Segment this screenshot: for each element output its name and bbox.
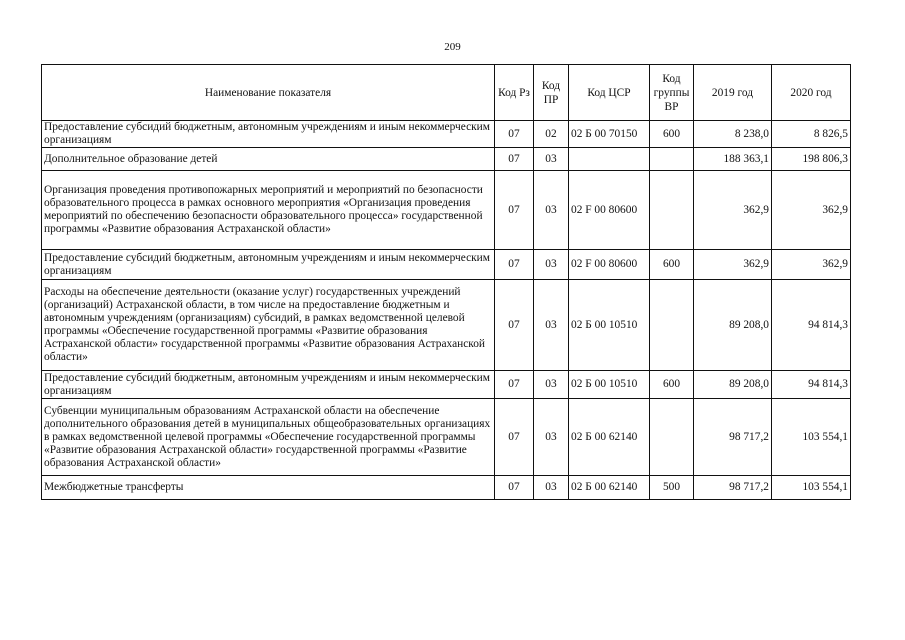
row-pr: 03 <box>534 371 569 399</box>
row-name: Расходы на обеспечение деятельности (оказание услуг) государственных учреждений (организаций) Астраханской области, в том числе на предоставление бюджетным и автономным учреждениям (организациям) субсидий, в рамках ведомственной целевой программы «Обеспечение государственной программы «Развитие образования Астраханской области» государственной программы «Развитие образования Астраханской области» <box>42 280 495 371</box>
row-vr: 600 <box>650 250 694 280</box>
header-rz: Код Рз <box>495 65 534 121</box>
row-csr: 02 F 00 80600 <box>569 171 650 250</box>
row-pr: 03 <box>534 171 569 250</box>
row-rz: 07 <box>495 280 534 371</box>
row-2020: 94 814,3 <box>772 280 851 371</box>
row-2020: 8 826,5 <box>772 121 851 148</box>
row-csr <box>569 148 650 171</box>
table-row <box>42 280 851 371</box>
header-csr: Код ЦСР <box>569 65 650 121</box>
row-vr <box>650 148 694 171</box>
row-2019: 98 717,2 <box>694 476 772 500</box>
row-vr <box>650 280 694 371</box>
header-name: Наименование показателя <box>42 65 495 121</box>
row-2020: 362,9 <box>772 171 851 250</box>
row-rz: 07 <box>495 121 534 148</box>
row-2020: 103 554,1 <box>772 399 851 476</box>
row-pr: 03 <box>534 148 569 171</box>
table-header-row <box>42 65 851 121</box>
row-2019: 362,9 <box>694 250 772 280</box>
row-vr <box>650 399 694 476</box>
table-row <box>42 399 851 476</box>
row-name: Организация проведения противопожарных мероприятий и мероприятий по безопасности образовательного процесса в рамках основного мероприятия «Организация проведения мероприятий по обеспечению безопасности образовательного процесса» государственной программы «Развитие образования Астраханской области» <box>42 171 495 250</box>
header-vr: Код группы ВР <box>650 65 694 121</box>
row-name: Субвенции муниципальным образованиям Астраханской области на обеспечение дополнительного образования детей в муниципальных общеобразовательных организациях в рамках ведомственной целевой программы «Обеспечение государственной программы «Развитие образования Астраханской области» государственной программы «Развитие образования Астраханской области» <box>42 399 495 476</box>
table-row <box>42 148 851 171</box>
row-vr: 600 <box>650 371 694 399</box>
row-csr: 02 Б 00 70150 <box>569 121 650 148</box>
row-2019: 89 208,0 <box>694 371 772 399</box>
row-pr: 03 <box>534 280 569 371</box>
table-row <box>42 476 851 500</box>
row-2019: 188 363,1 <box>694 148 772 171</box>
table-row <box>42 171 851 250</box>
table-row <box>42 121 851 148</box>
row-2019: 362,9 <box>694 171 772 250</box>
row-rz: 07 <box>495 250 534 280</box>
table-row <box>42 371 851 399</box>
row-rz: 07 <box>495 476 534 500</box>
row-2020: 362,9 <box>772 250 851 280</box>
page-number: 209 <box>444 41 461 53</box>
row-name: Межбюджетные трансферты <box>42 476 495 500</box>
row-2019: 8 238,0 <box>694 121 772 148</box>
table-row <box>42 250 851 280</box>
row-2020: 198 806,3 <box>772 148 851 171</box>
row-pr: 03 <box>534 476 569 500</box>
row-name: Предоставление субсидий бюджетным, автономным учреждениям и иным некоммерческим организациям <box>42 250 495 280</box>
row-name: Дополнительное образование детей <box>42 148 495 171</box>
row-2020: 94 814,3 <box>772 371 851 399</box>
row-rz: 07 <box>495 148 534 171</box>
row-rz: 07 <box>495 171 534 250</box>
row-vr: 500 <box>650 476 694 500</box>
row-csr: 02 Б 00 10510 <box>569 280 650 371</box>
row-pr: 03 <box>534 399 569 476</box>
header-2020: 2020 год <box>772 65 851 121</box>
header-pr: Код ПР <box>534 65 569 121</box>
row-csr: 02 Б 00 62140 <box>569 399 650 476</box>
row-csr: 02 Б 00 10510 <box>569 371 650 399</box>
row-name: Предоставление субсидий бюджетным, автономным учреждениям и иным некоммерческим организациям <box>42 371 495 399</box>
row-pr: 02 <box>534 121 569 148</box>
header-2019: 2019 год <box>694 65 772 121</box>
row-csr: 02 F 00 80600 <box>569 250 650 280</box>
row-pr: 03 <box>534 250 569 280</box>
row-2019: 98 717,2 <box>694 399 772 476</box>
row-csr: 02 Б 00 62140 <box>569 476 650 500</box>
row-2020: 103 554,1 <box>772 476 851 500</box>
row-vr: 600 <box>650 121 694 148</box>
row-vr <box>650 171 694 250</box>
row-name: Предоставление субсидий бюджетным, автономным учреждениям и иным некоммерческим организациям <box>42 121 495 148</box>
row-2019: 89 208,0 <box>694 280 772 371</box>
row-rz: 07 <box>495 371 534 399</box>
budget-table <box>41 64 851 500</box>
row-rz: 07 <box>495 399 534 476</box>
